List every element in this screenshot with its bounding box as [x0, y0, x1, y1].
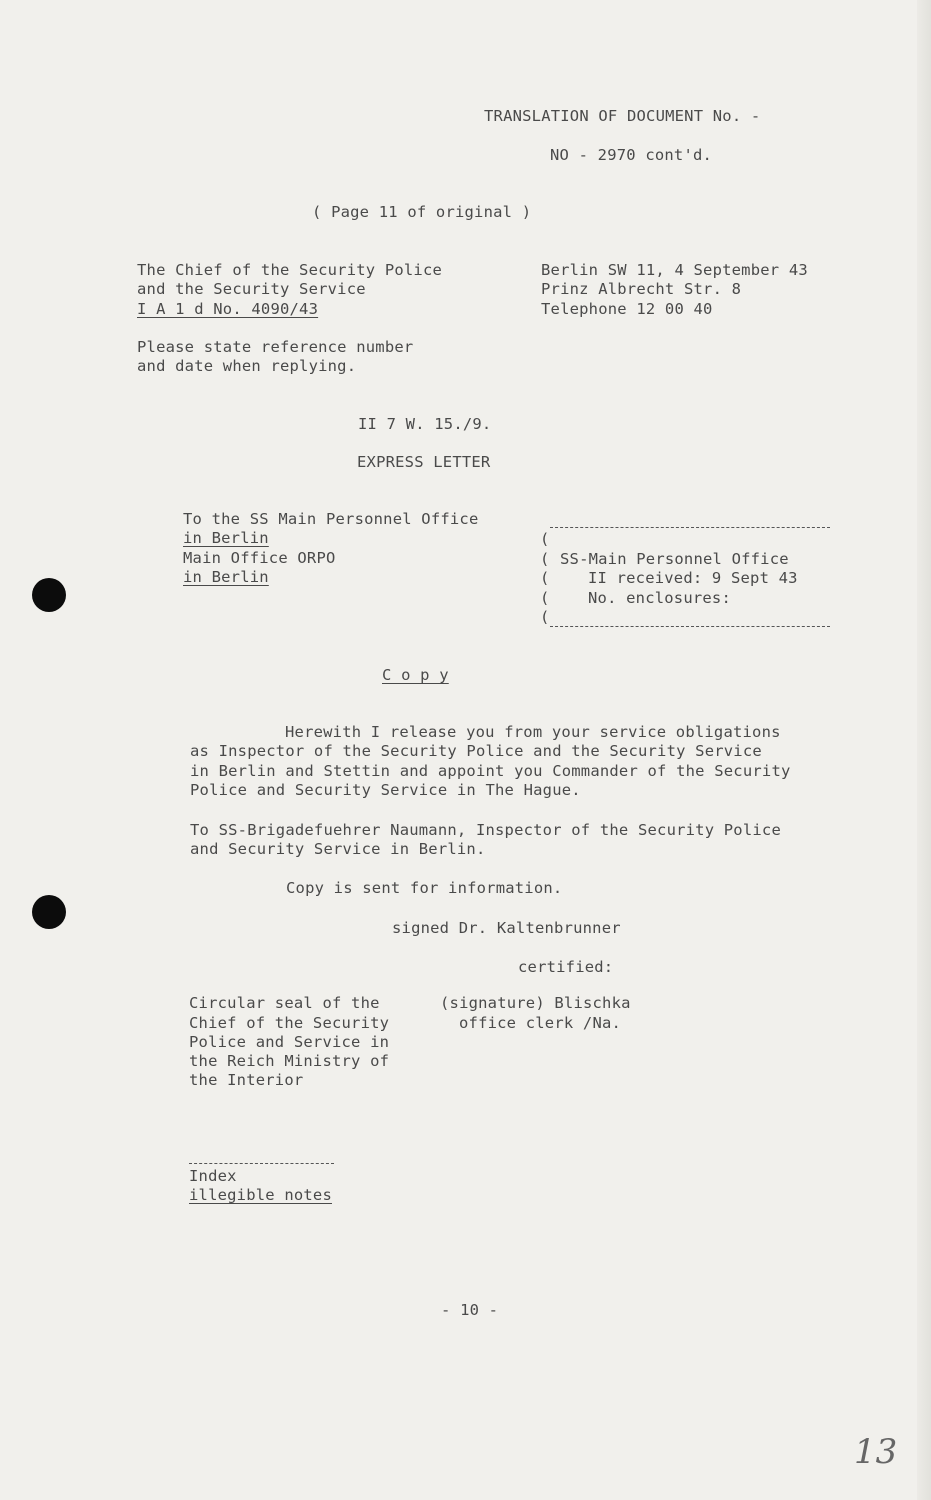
stamp-bracket: ( — [540, 589, 550, 607]
recipient-line-3: Main Office ORPO — [183, 549, 336, 567]
body-line: and Security Service in Berlin. — [190, 840, 486, 858]
index-rule — [189, 1163, 334, 1164]
document-number: NO - 2970 cont'd. — [550, 146, 713, 164]
punch-hole — [32, 895, 66, 929]
punch-hole — [32, 578, 66, 612]
signature-line: (signature) Blischka — [440, 994, 631, 1012]
stamp-bracket: ( — [540, 550, 550, 568]
certified-line: certified: — [518, 958, 614, 976]
paper-edge — [917, 0, 931, 1500]
sender-reference: I A 1 d No. 4090/43 — [137, 300, 319, 318]
index-label: Index — [189, 1167, 237, 1185]
sender-line-2: and the Security Service — [137, 280, 366, 298]
reference-note-line-1: Please state reference number — [137, 338, 414, 356]
office-clerk-line: office clerk /Na. — [459, 1014, 622, 1032]
body-line: Copy is sent for information. — [286, 879, 563, 897]
page-reference: ( Page 11 of original ) — [312, 203, 532, 221]
stamp-bracket: ( — [540, 530, 550, 548]
seal-line: the Interior — [189, 1071, 304, 1089]
letter-type: EXPRESS LETTER — [357, 453, 491, 471]
seal-line: Police and Service in — [189, 1033, 390, 1051]
recipient-line-2: in Berlin — [183, 529, 269, 547]
signed-line: signed Dr. Kaltenbrunner — [392, 919, 621, 937]
illegible-notes: illegible notes — [189, 1186, 332, 1204]
seal-line: Circular seal of the — [189, 994, 380, 1012]
body-line: Police and Security Service in The Hague. — [190, 781, 581, 799]
stamp-top-border — [550, 527, 830, 528]
sender-line-1: The Chief of the Security Police — [137, 261, 443, 279]
body-line: as Inspector of the Security Police and the Security Service — [190, 742, 762, 760]
page-number: - 10 - — [441, 1301, 499, 1319]
reference-note-line-2: and date when replying. — [137, 357, 357, 375]
recipient-line-1: To the SS Main Personnel Office — [183, 510, 479, 528]
stamp-bottom-border — [550, 626, 830, 627]
body-line: Herewith I release you from your service obligations — [285, 723, 781, 741]
address-line-1: Berlin SW 11, 4 September 43 — [541, 261, 808, 279]
stamp-line-3: No. enclosures: — [588, 589, 731, 607]
copy-heading: C o p y — [382, 666, 449, 684]
stamp-line-1: SS-Main Personnel Office — [560, 550, 789, 568]
handwritten-page-number: 13 — [854, 1432, 898, 1472]
body-line: To SS-Brigadefuehrer Naumann, Inspector of the Security Police — [190, 821, 781, 839]
recipient-line-4: in Berlin — [183, 568, 269, 586]
stamp-bracket: ( — [540, 608, 550, 626]
body-line: in Berlin and Stettin and appoint you Commander of the Security — [190, 762, 791, 780]
seal-line: the Reich Ministry of — [189, 1052, 390, 1070]
address-line-2: Prinz Albrecht Str. 8 — [541, 280, 742, 298]
seal-line: Chief of the Security — [189, 1014, 390, 1032]
stamp-line-2: II received: 9 Sept 43 — [588, 569, 798, 587]
file-reference: II 7 W. 15./9. — [358, 415, 492, 433]
translation-line: TRANSLATION OF DOCUMENT No. - — [484, 107, 761, 125]
stamp-bracket: ( — [540, 569, 550, 587]
address-line-3: Telephone 12 00 40 — [541, 300, 713, 318]
